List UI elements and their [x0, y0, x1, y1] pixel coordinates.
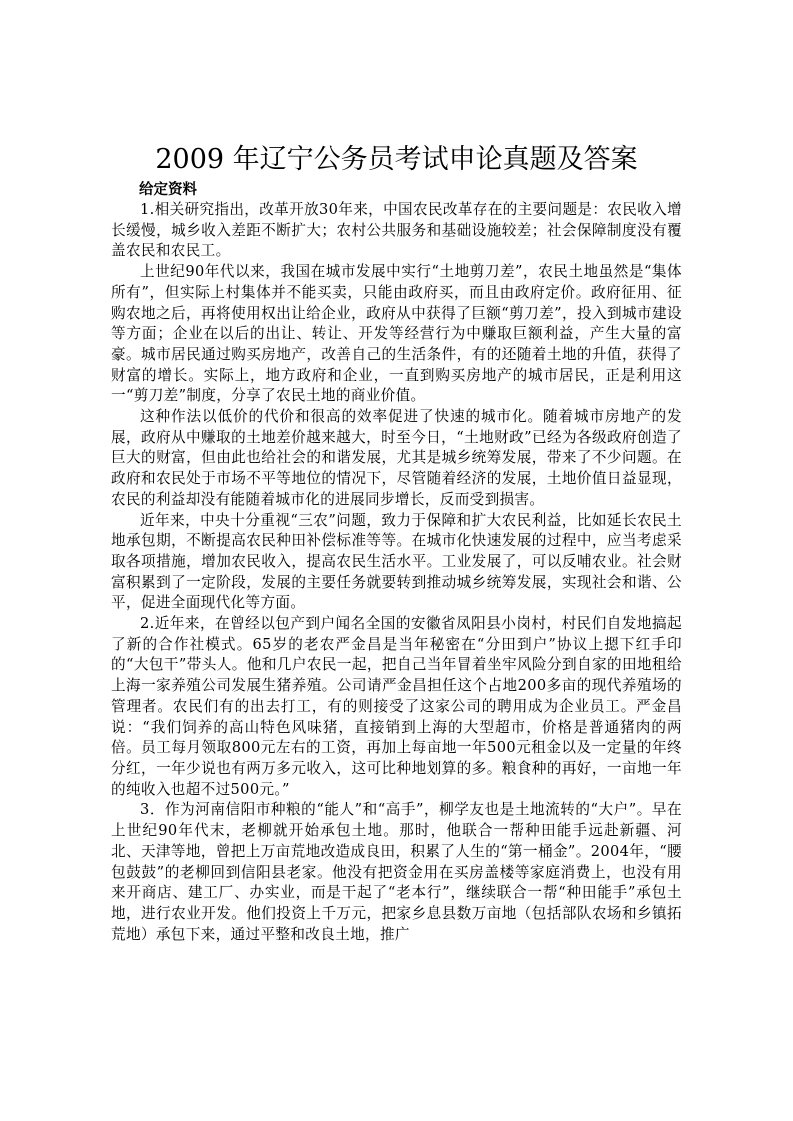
paragraph-4: 近年来，中央十分重视“三农”问题，致力于保障和扩大农民利益，比如延长农民土地承包期，不断提高农民种田补偿标准等等。在城市化快速发展的过程中，应当考虑采取各项措施，增加农民收入，提高农民生活水平。工业发展了，可以反哺农业。社会财富积累到了一定阶段，发展的主要任务就要转到推动城乡统筹发展，实现社会和谐、公平，促进全面现代化等方面。	[111, 511, 682, 612]
paragraph-6: 3．作为河南信阳市种粮的“能人”和“高手”，柳学友也是土地流转的“大户”。早在上世纪90年代末，老柳就开始承包土地。那时，他联合一帮种田能手远赴新疆、河北、天津等地，曾把上万亩荒地改造成良田，积累了人生的“第一桶金”。2004年，“腰包鼓鼓”的老柳回到信阳县老家。他没有把资金用在买房盖楼等家庭消费上，也没有用来开商店、建工厂、办实业，而是干起了“老本行”，继续联合一帮“种田能手”承包土地，进行农业开发。他们投资上千万元，把家乡息县数万亩地（包括部队农场和乡镇拓荒地）承包下来，通过平整和改良土地，推广	[111, 801, 682, 943]
document-title: 2009 年辽宁公务员考试申论真题及答案	[155, 144, 638, 175]
paragraph-2: 上世纪90年代以来，我国在城市发展中实行“土地剪刀差”，农民土地虽然是“集体所有”，但实际上村集体并不能买卖，只能由政府买，而且由政府定价。政府征用、征购农地之后，再将使用权出让给企业，政府从中获得了巨额“剪刀差”，投入到城市建设等方面；企业在以后的出让、转让、开发等经营行为中赚取巨额利益，产生大量的富豪。城市居民通过购买房地产，改善自己的生活条件，有的还随着土地的升值，获得了财富的增长。实际上，地方政府和企业，一直到购买房地产的城市居民，正是利用这一“剪刀差”制度，分享了农民土地的商业价值。	[111, 263, 682, 405]
paragraph-3: 这种作法以低价的代价和很高的效率促进了快速的城市化。随着城市房地产的发展，政府从中赚取的土地差价越来越大，时至今日，“土地财政”已经为各级政府创造了巨大的财富，但由此也给社会的和谐发展，尤其是城乡统筹发展，带来了不少问题。在政府和农民处于市场不平等地位的情况下，尽管随着经济的发展，土地价值日益显现，农民的利益却没有能随着城市化的进展同步增长，反而受到损害。	[111, 408, 682, 508]
document-page	[111, 140, 682, 945]
paragraph-5: 2.近年来，在曾经以包产到户闻名全国的安徽省凤阳县小岗村，村民们自发地搞起了新的合作社模式。65岁的老农严金昌是当年秘密在“分田到户”协议上摁下红手印的“大包干”带头人。他和几户农民一起，把自己当年冒着坐牢风险分到自家的田地租给上海一家养殖公司发展生猪养殖。公司请严金昌担任这个占地200多亩的现代养殖场的管理者。农民们有的出去打工，有的则接受了这家公司的聘用成为企业员工。严金昌说：“我们饲养的高山特色风味猪，直接销到上海的大型超市，价格是普通猪肉的两倍。员工每月领取800元左右的工资，再加上每亩地一年500元租金以及一定量的年终分红，一年少说也有两万多元收入，这可比种地划算的多。粮食种的再好，一亩地一年的纯收入也超不过500元。”	[111, 615, 682, 798]
paragraph-1: 1.相关研究指出，改革开放30年来，中国农民改革存在的主要问题是：农民收入增长缓慢，城乡收入差距不断扩大；农村公共服务和基础设施较差；社会保障制度没有覆盖农民和农民工。	[111, 201, 682, 260]
section-heading: 给定资料	[139, 181, 197, 198]
